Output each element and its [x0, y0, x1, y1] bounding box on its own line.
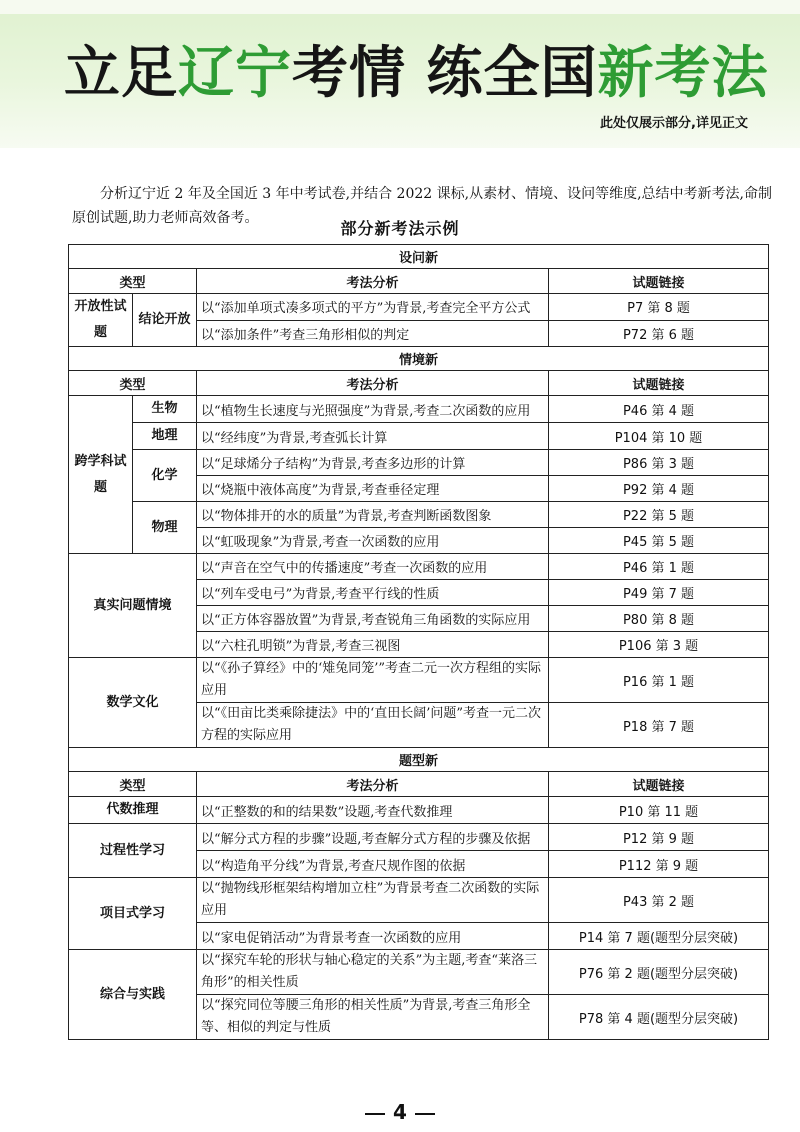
link-cell: P12 第 9 题	[549, 824, 769, 851]
table-row	[69, 797, 769, 824]
link-cell: P14 第 7 题(题型分层突破)	[549, 923, 769, 950]
analysis-cell: 以“正整数的和的结果数”设题,考查代数推理	[197, 797, 549, 824]
category-cell: 综合与实践	[69, 950, 197, 1040]
link-cell: P78 第 4 题(题型分层突破)	[549, 995, 769, 1040]
subcategory-cell: 生物	[133, 396, 197, 423]
analysis-cell: 以“植物生长速度与光照强度”为背景,考查二次函数的应用	[197, 396, 549, 423]
link-cell: P112 第 9 题	[549, 851, 769, 878]
table-row	[69, 554, 769, 580]
column-header-row	[69, 772, 769, 797]
category-cell: 跨学科试题	[69, 396, 133, 554]
analysis-cell: 以“添加条件”考查三角形相似的判定	[197, 320, 549, 347]
link-cell: P46 第 1 题	[549, 554, 769, 580]
category-cell: 代数推理	[69, 797, 197, 824]
analysis-cell: 以“声音在空气中的传播速度”考查一次函数的应用	[197, 554, 549, 580]
subcategory-cell: 物理	[133, 502, 197, 554]
link-cell: P22 第 5 题	[549, 502, 769, 528]
link-cell: P43 第 2 题	[549, 878, 769, 923]
analysis-cell: 以“烧瓶中液体高度”为背景,考查垂径定理	[197, 476, 549, 502]
link-cell: P46 第 4 题	[549, 396, 769, 423]
analysis-cell: 以“《孙子算经》中的‘雉兔同笼’”考查二元一次方程组的实际应用	[197, 658, 549, 703]
analysis-cell: 以“解分式方程的步骤”设题,考查解分式方程的步骤及依据	[197, 824, 549, 851]
category-cell: 真实问题情境	[69, 554, 197, 658]
link-cell: P104 第 10 题	[549, 423, 769, 450]
analysis-cell: 以“探究车轮的形状与轴心稳定的关系”为主题,考查“莱洛三角形”的相关性质	[197, 950, 549, 995]
title-part-1: 立足	[64, 41, 178, 106]
section-title: 题型新	[69, 748, 769, 772]
analysis-cell: 以“添加单项式凑多项式的平方”为背景,考查完全平方公式	[197, 294, 549, 321]
analysis-cell: 以“六柱孔明锁”为背景,考查三视图	[197, 632, 549, 658]
table-row	[69, 658, 769, 703]
section-title: 情境新	[69, 347, 769, 371]
title-part-3: 考情 练全国	[292, 41, 598, 106]
table-row	[69, 824, 769, 851]
link-cell: P106 第 3 题	[549, 632, 769, 658]
analysis-cell: 以“家电促销活动”为背景考查一次函数的应用	[197, 923, 549, 950]
section-header-row	[69, 245, 769, 269]
footer-dash-left	[365, 1113, 385, 1115]
table-row	[69, 950, 769, 995]
link-cell: P72 第 6 题	[549, 320, 769, 347]
table-row	[69, 294, 769, 321]
column-header-row	[69, 371, 769, 396]
header-link: 试题链接	[549, 772, 769, 797]
title-part-4: 新考法	[597, 41, 769, 106]
header-top-strip	[0, 0, 800, 14]
header-type: 类型	[69, 772, 197, 797]
category-cell: 过程性学习	[69, 824, 197, 878]
analysis-cell: 以“物体排开的水的质量”为背景,考查判断函数图象	[197, 502, 549, 528]
header-analysis: 考法分析	[197, 269, 549, 294]
link-cell: P49 第 7 题	[549, 580, 769, 606]
table-row	[69, 396, 769, 423]
header-link: 试题链接	[549, 371, 769, 396]
footer-dash-right	[415, 1113, 435, 1115]
intro-paragraph: 分析辽宁近 2 年及全国近 3 年中考试卷,并结合 2022 课标,从素材、情境、设问等维度,总结中考新考法,命制原创试题,助力老师高效备考。	[72, 186, 772, 226]
analysis-cell: 以“构造角平分线”为背景,考查尺规作图的依据	[197, 851, 549, 878]
header-analysis: 考法分析	[197, 371, 549, 396]
table-row	[69, 502, 769, 528]
link-cell: P18 第 7 题	[549, 703, 769, 748]
analysis-cell: 以“《田亩比类乘除捷法》中的‘直田长阔’问题”考查一元二次方程的实际应用	[197, 703, 549, 748]
category-cell: 项目式学习	[69, 878, 197, 950]
link-cell: P76 第 2 题(题型分层突破)	[549, 950, 769, 995]
section-header-row	[69, 347, 769, 371]
link-cell: P80 第 8 题	[549, 606, 769, 632]
page-number: 4	[393, 1100, 407, 1124]
analysis-cell: 以“正方体容器放置”为背景,考查锐角三角函数的实际应用	[197, 606, 549, 632]
link-cell: P92 第 4 题	[549, 476, 769, 502]
page-footer	[0, 1100, 800, 1124]
analysis-cell: 以“列车受电弓”为背景,考查平行线的性质	[197, 580, 549, 606]
table-row	[69, 878, 769, 923]
sub-note: 此处仅展示部分,详见正文	[600, 116, 748, 131]
header-type: 类型	[69, 371, 197, 396]
subcategory-cell: 地理	[133, 423, 197, 450]
category-cell: 开放性试题	[69, 294, 133, 347]
section-header-row	[69, 748, 769, 772]
table-row	[69, 423, 769, 450]
table-row	[69, 450, 769, 476]
link-cell: P16 第 1 题	[549, 658, 769, 703]
link-cell: P7 第 8 题	[549, 294, 769, 321]
analysis-cell: 以“虹吸现象”为背景,考查一次函数的应用	[197, 528, 549, 554]
column-header-row	[69, 269, 769, 294]
examples-table	[68, 244, 769, 1040]
analysis-cell: 以“经纬度”为背景,考查弧长计算	[197, 423, 549, 450]
title-part-2: 辽宁	[178, 41, 292, 106]
header-type: 类型	[69, 269, 197, 294]
section-title: 设问新	[69, 245, 769, 269]
header-link: 试题链接	[549, 269, 769, 294]
analysis-cell: 以“抛物线形框架结构增加立柱”为背景考查二次函数的实际应用	[197, 878, 549, 923]
page-title	[64, 38, 776, 110]
subcategory-cell: 化学	[133, 450, 197, 502]
subcategory-cell: 结论开放	[133, 294, 197, 347]
link-cell: P10 第 11 题	[549, 797, 769, 824]
analysis-cell: 以“探究同位等腰三角形的相关性质”为背景,考查三角形全等、相似的判定与性质	[197, 995, 549, 1040]
link-cell: P86 第 3 题	[549, 450, 769, 476]
link-cell: P45 第 5 题	[549, 528, 769, 554]
table-caption: 部分新考法示例	[340, 219, 460, 238]
header-analysis: 考法分析	[197, 772, 549, 797]
analysis-cell: 以“足球烯分子结构”为背景,考查多边形的计算	[197, 450, 549, 476]
category-cell: 数学文化	[69, 658, 197, 748]
